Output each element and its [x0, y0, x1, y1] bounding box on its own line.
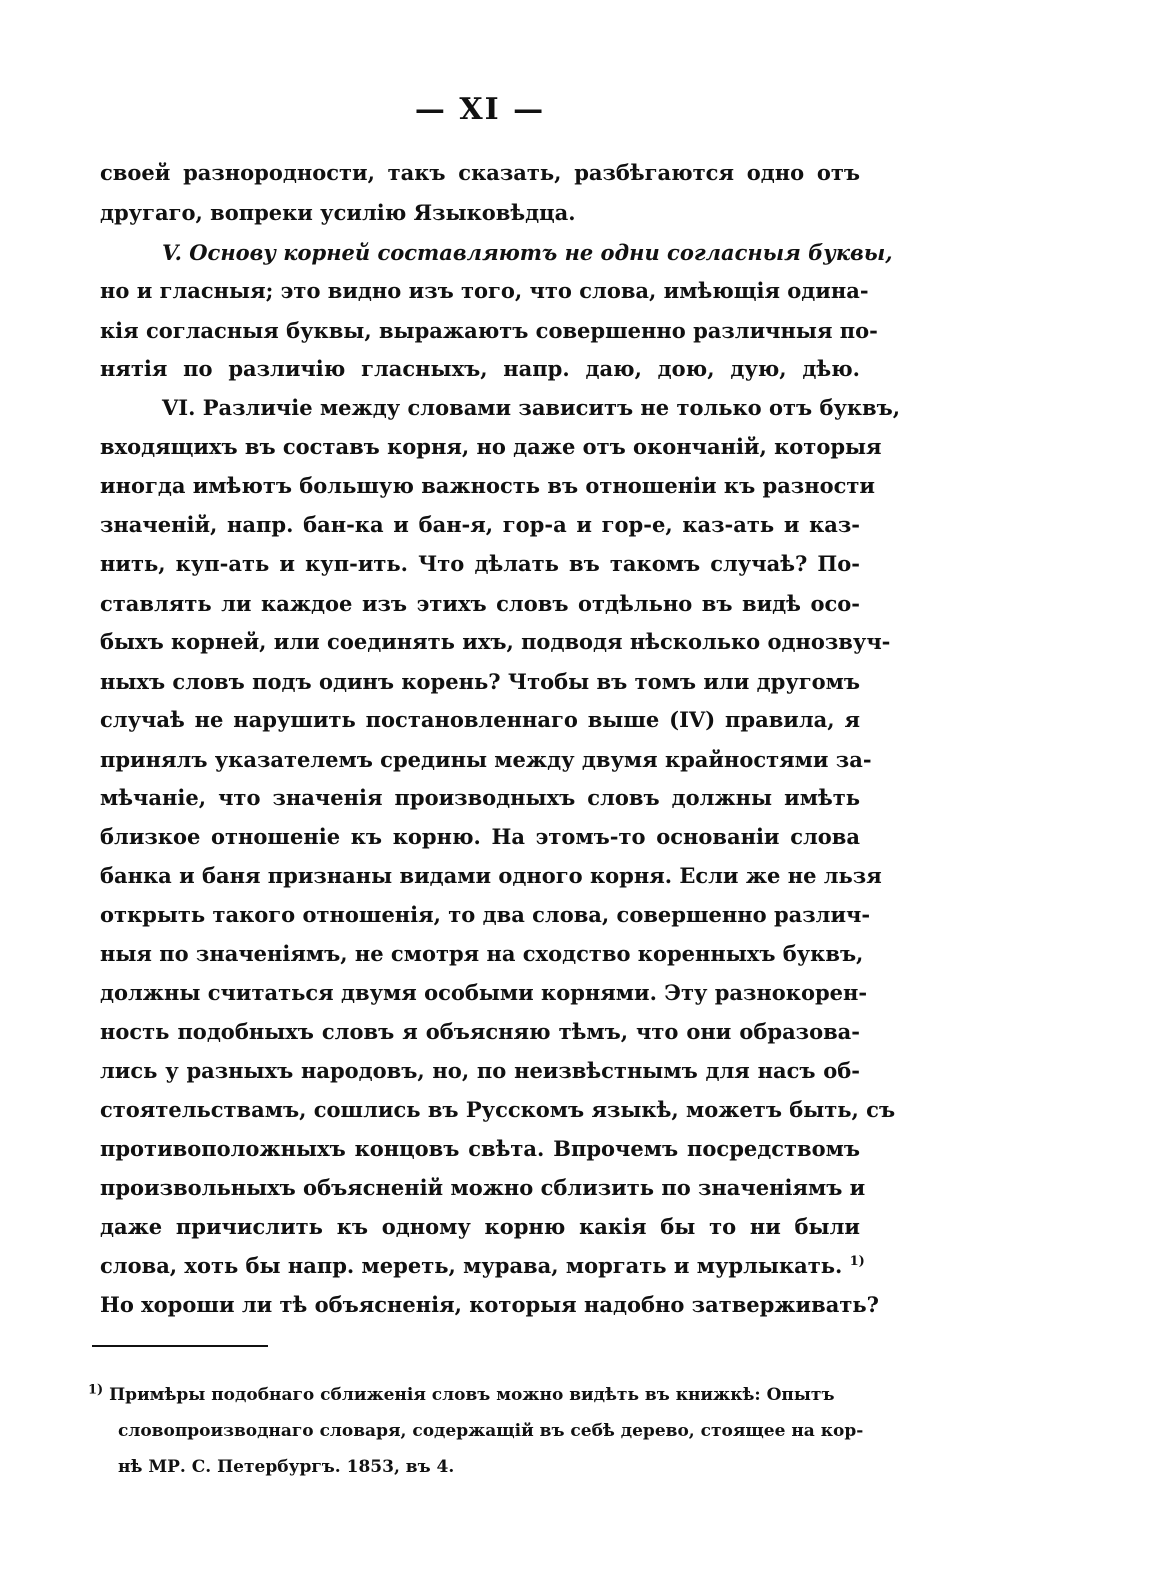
text-line: должны считаться двумя особыми корнями. Эту разнокорен- — [100, 980, 868, 1005]
text-line: ныя по значеніямъ, не смотря на сходство коренныхъ буквъ, — [100, 941, 864, 966]
text-line: значеній, напр. бан-ка и бан-я, гор-а и гор-е, каз-ать и каз- — [100, 512, 860, 537]
text-line: иногда имѣютъ большую важность въ отношеніи къ разности — [100, 473, 875, 498]
text-line: своей разнородности, такъ сказать, разбѣгаются одно отъ — [100, 160, 860, 185]
text-line: стоятельствамъ, сошлись въ Русскомъ языкѣ, можетъ быть, съ — [100, 1097, 896, 1122]
text-line: близкое отношеніе къ корню. На этомъ-то основаніи слова — [100, 824, 860, 849]
text-line: лись у разныхъ народовъ, но, по неизвѣстнымъ для насъ об- — [100, 1058, 860, 1083]
text-line: но и гласныя; это видно изъ того, что слова, имѣющія одина- — [100, 278, 869, 303]
text-line: входящихъ въ составъ корня, но даже отъ окончаній, которыя — [100, 434, 882, 459]
text-line-with-footnote-ref — [100, 1246, 865, 1286]
text-line: Но хороши ли тѣ объясненія, которыя надобно затверживать? — [100, 1292, 879, 1317]
text-line: ставлять ли каждое изъ этихъ словъ отдѣльно въ видѣ осо- — [100, 591, 860, 616]
text-line: VI. Различіе между словами зависитъ не только отъ буквъ, — [162, 395, 901, 420]
text-line: ныхъ словъ подъ одинъ корень? Чтобы въ томъ или другомъ — [100, 669, 860, 694]
text-line: другаго, вопреки усилію Языковѣдца. — [100, 200, 576, 225]
text-line: V. Основу корней составляютъ не одни согласныя буквы, — [162, 240, 893, 265]
footnote-line — [88, 1377, 860, 1413]
page-number-header: — XI — — [414, 92, 546, 127]
text-line: даже причислить къ одному корню какія бы то ни были — [100, 1214, 860, 1239]
text-line: быхъ корней, или соединять ихъ, подводя нѣсколько однозвуч- — [100, 629, 891, 654]
footnote-reference: 1) — [849, 1254, 865, 1269]
text-line: кія согласныя буквы, выражаютъ совершенно различныя по- — [100, 318, 878, 343]
footnote-text: Примѣры подобнаго сближенія словъ можно видѣть въ книжкѣ: Опытъ — [109, 1385, 835, 1405]
text-line: открыть такого отношенія, то два слова, совершенно различ- — [100, 902, 871, 927]
text-line: произвольныхъ объясненій можно сблизить по значеніямъ и — [100, 1175, 866, 1200]
footnote-divider — [92, 1345, 268, 1347]
text-line: слова, хоть бы напр. мереть, мурава, моргать и мурлыкать. — [100, 1253, 843, 1278]
text-line: противоположныхъ концовъ свѣта. Впрочемъ посредствомъ — [100, 1136, 860, 1161]
text-line: нить, куп-ать и куп-ить. Что дѣлать въ такомъ случаѣ? По- — [100, 551, 860, 576]
footnote-marker: 1) — [88, 1382, 104, 1398]
text-line: принялъ указателемъ средины между двумя крайностями за- — [100, 747, 872, 772]
text-line: нятія по различію гласныхъ, напр. даю, дою, дую, дѣю. — [100, 356, 860, 381]
text-line: мѣчаніе, что значенія производныхъ словъ должны имѣть — [100, 785, 860, 810]
text-line: ность подобныхъ словъ я объясняю тѣмъ, что они образова- — [100, 1019, 860, 1044]
text-line: случаѣ не нарушить постановленнаго выше (IV) правила, я — [100, 707, 860, 732]
footnote-line: нѣ МР. С. Петербургъ. 1853, въ 4. — [118, 1457, 455, 1477]
footnote-line: словопроизводнаго словаря, содержащій въ себѣ дерево, стоящее на кор- — [118, 1421, 864, 1441]
text-line: банка и баня признаны видами одного корня. Если же не льзя — [100, 863, 882, 888]
